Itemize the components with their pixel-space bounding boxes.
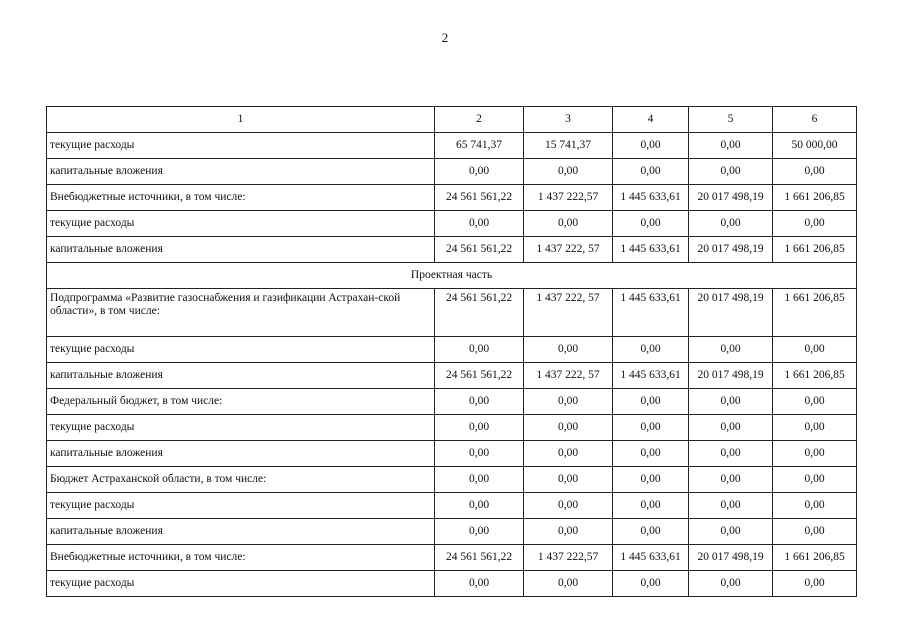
row-label: капитальные вложения (47, 441, 435, 467)
value-cell: 1 437 222,57 (524, 185, 613, 211)
value-cell: 0,00 (773, 337, 857, 363)
value-cell: 20 017 498,19 (689, 545, 773, 571)
row-label: текущие расходы (47, 337, 435, 363)
column-number: 2 (435, 107, 524, 133)
value-cell: 0,00 (435, 519, 524, 545)
value-cell: 0,00 (613, 415, 689, 441)
value-cell: 50 000,00 (773, 133, 857, 159)
table-row (47, 467, 857, 493)
row-label: текущие расходы (47, 133, 435, 159)
row-label: текущие расходы (47, 211, 435, 237)
table-row (47, 237, 857, 263)
value-cell: 1 437 222, 57 (524, 363, 613, 389)
value-cell: 0,00 (689, 519, 773, 545)
page-number: 2 (441, 30, 449, 45)
value-cell: 0,00 (613, 159, 689, 185)
value-cell: 0,00 (773, 493, 857, 519)
table-row (47, 389, 857, 415)
value-cell: 0,00 (613, 133, 689, 159)
value-cell: 0,00 (524, 211, 613, 237)
value-cell: 0,00 (689, 389, 773, 415)
value-cell: 1 661 206,85 (773, 545, 857, 571)
value-cell: 65 741,37 (435, 133, 524, 159)
row-label: Бюджет Астраханской области, в том числе: (47, 467, 435, 493)
value-cell: 0,00 (435, 211, 524, 237)
value-cell: 1 661 206,85 (773, 363, 857, 389)
value-cell: 0,00 (689, 337, 773, 363)
value-cell: 20 017 498,19 (689, 237, 773, 263)
value-cell: 0,00 (524, 441, 613, 467)
value-cell: 0,00 (689, 467, 773, 493)
value-cell: 1 445 633,61 (613, 545, 689, 571)
value-cell: 0,00 (689, 159, 773, 185)
value-cell: 0,00 (524, 389, 613, 415)
value-cell: 0,00 (613, 337, 689, 363)
table-row (47, 493, 857, 519)
row-label: капитальные вложения (47, 363, 435, 389)
value-cell: 0,00 (613, 389, 689, 415)
value-cell: 1 437 222,57 (524, 545, 613, 571)
value-cell: 0,00 (524, 415, 613, 441)
row-label: капитальные вложения (47, 237, 435, 263)
value-cell: 0,00 (689, 133, 773, 159)
row-label: Внебюджетные источники, в том числе: (47, 185, 435, 211)
value-cell: 0,00 (524, 519, 613, 545)
table-row (47, 185, 857, 211)
value-cell: 0,00 (689, 493, 773, 519)
value-cell: 0,00 (613, 571, 689, 597)
column-number: 1 (47, 107, 435, 133)
table-row (47, 441, 857, 467)
value-cell: 0,00 (435, 389, 524, 415)
table-row (47, 545, 857, 571)
column-number: 4 (613, 107, 689, 133)
column-number: 5 (689, 107, 773, 133)
value-cell: 0,00 (613, 441, 689, 467)
value-cell: 0,00 (689, 415, 773, 441)
budget-table (46, 106, 857, 597)
table-row (47, 159, 857, 185)
value-cell: 0,00 (773, 519, 857, 545)
value-cell: 0,00 (435, 493, 524, 519)
section-title: Проектная часть (47, 263, 857, 289)
value-cell: 20 017 498,19 (689, 363, 773, 389)
value-cell: 24 561 561,22 (435, 545, 524, 571)
row-label: текущие расходы (47, 415, 435, 441)
value-cell: 0,00 (435, 159, 524, 185)
value-cell: 0,00 (689, 571, 773, 597)
row-label: текущие расходы (47, 493, 435, 519)
value-cell: 0,00 (613, 493, 689, 519)
row-label: Федеральный бюджет, в том числе: (47, 389, 435, 415)
value-cell: 15 741,37 (524, 133, 613, 159)
table-row (47, 571, 857, 597)
value-cell: 0,00 (689, 441, 773, 467)
value-cell: 24 561 561,22 (435, 237, 524, 263)
value-cell: 0,00 (773, 467, 857, 493)
row-label: капитальные вложения (47, 519, 435, 545)
value-cell: 1 661 206,85 (773, 289, 857, 337)
value-cell: 0,00 (524, 467, 613, 493)
row-label: капитальные вложения (47, 159, 435, 185)
column-number-row (47, 107, 857, 133)
value-cell: 0,00 (435, 441, 524, 467)
table-row (47, 289, 857, 337)
value-cell: 0,00 (613, 467, 689, 493)
value-cell: 0,00 (524, 159, 613, 185)
value-cell: 1 445 633,61 (613, 237, 689, 263)
value-cell: 0,00 (435, 337, 524, 363)
column-number: 3 (524, 107, 613, 133)
value-cell: 0,00 (613, 211, 689, 237)
value-cell: 1 437 222, 57 (524, 289, 613, 337)
value-cell: 0,00 (689, 211, 773, 237)
row-label: Подпрограмма «Развитие газоснабжения и газификации Астрахан-ской области», в том числе: (47, 289, 435, 337)
section-row (47, 263, 857, 289)
table-row (47, 211, 857, 237)
value-cell: 0,00 (613, 519, 689, 545)
row-label: текущие расходы (47, 571, 435, 597)
value-cell: 20 017 498,19 (689, 185, 773, 211)
value-cell: 0,00 (524, 337, 613, 363)
value-cell: 0,00 (524, 571, 613, 597)
value-cell: 1 445 633,61 (613, 363, 689, 389)
value-cell: 24 561 561,22 (435, 185, 524, 211)
table-row (47, 519, 857, 545)
value-cell: 1 437 222, 57 (524, 237, 613, 263)
value-cell: 1 661 206,85 (773, 237, 857, 263)
column-number: 6 (773, 107, 857, 133)
value-cell: 0,00 (773, 571, 857, 597)
value-cell: 0,00 (435, 571, 524, 597)
value-cell: 1 661 206,85 (773, 185, 857, 211)
value-cell: 0,00 (773, 211, 857, 237)
budget-table-body (47, 107, 857, 597)
table-row (47, 337, 857, 363)
value-cell: 0,00 (524, 493, 613, 519)
table-row (47, 363, 857, 389)
value-cell: 0,00 (773, 441, 857, 467)
value-cell: 0,00 (773, 389, 857, 415)
value-cell: 20 017 498,19 (689, 289, 773, 337)
value-cell: 0,00 (435, 415, 524, 441)
value-cell: 1 445 633,61 (613, 289, 689, 337)
value-cell: 0,00 (435, 467, 524, 493)
value-cell: 0,00 (773, 415, 857, 441)
value-cell: 1 445 633,61 (613, 185, 689, 211)
table-row (47, 415, 857, 441)
value-cell: 24 561 561,22 (435, 363, 524, 389)
value-cell: 0,00 (773, 159, 857, 185)
row-label: Внебюджетные источники, в том числе: (47, 545, 435, 571)
table-row (47, 133, 857, 159)
value-cell: 24 561 561,22 (435, 289, 524, 337)
